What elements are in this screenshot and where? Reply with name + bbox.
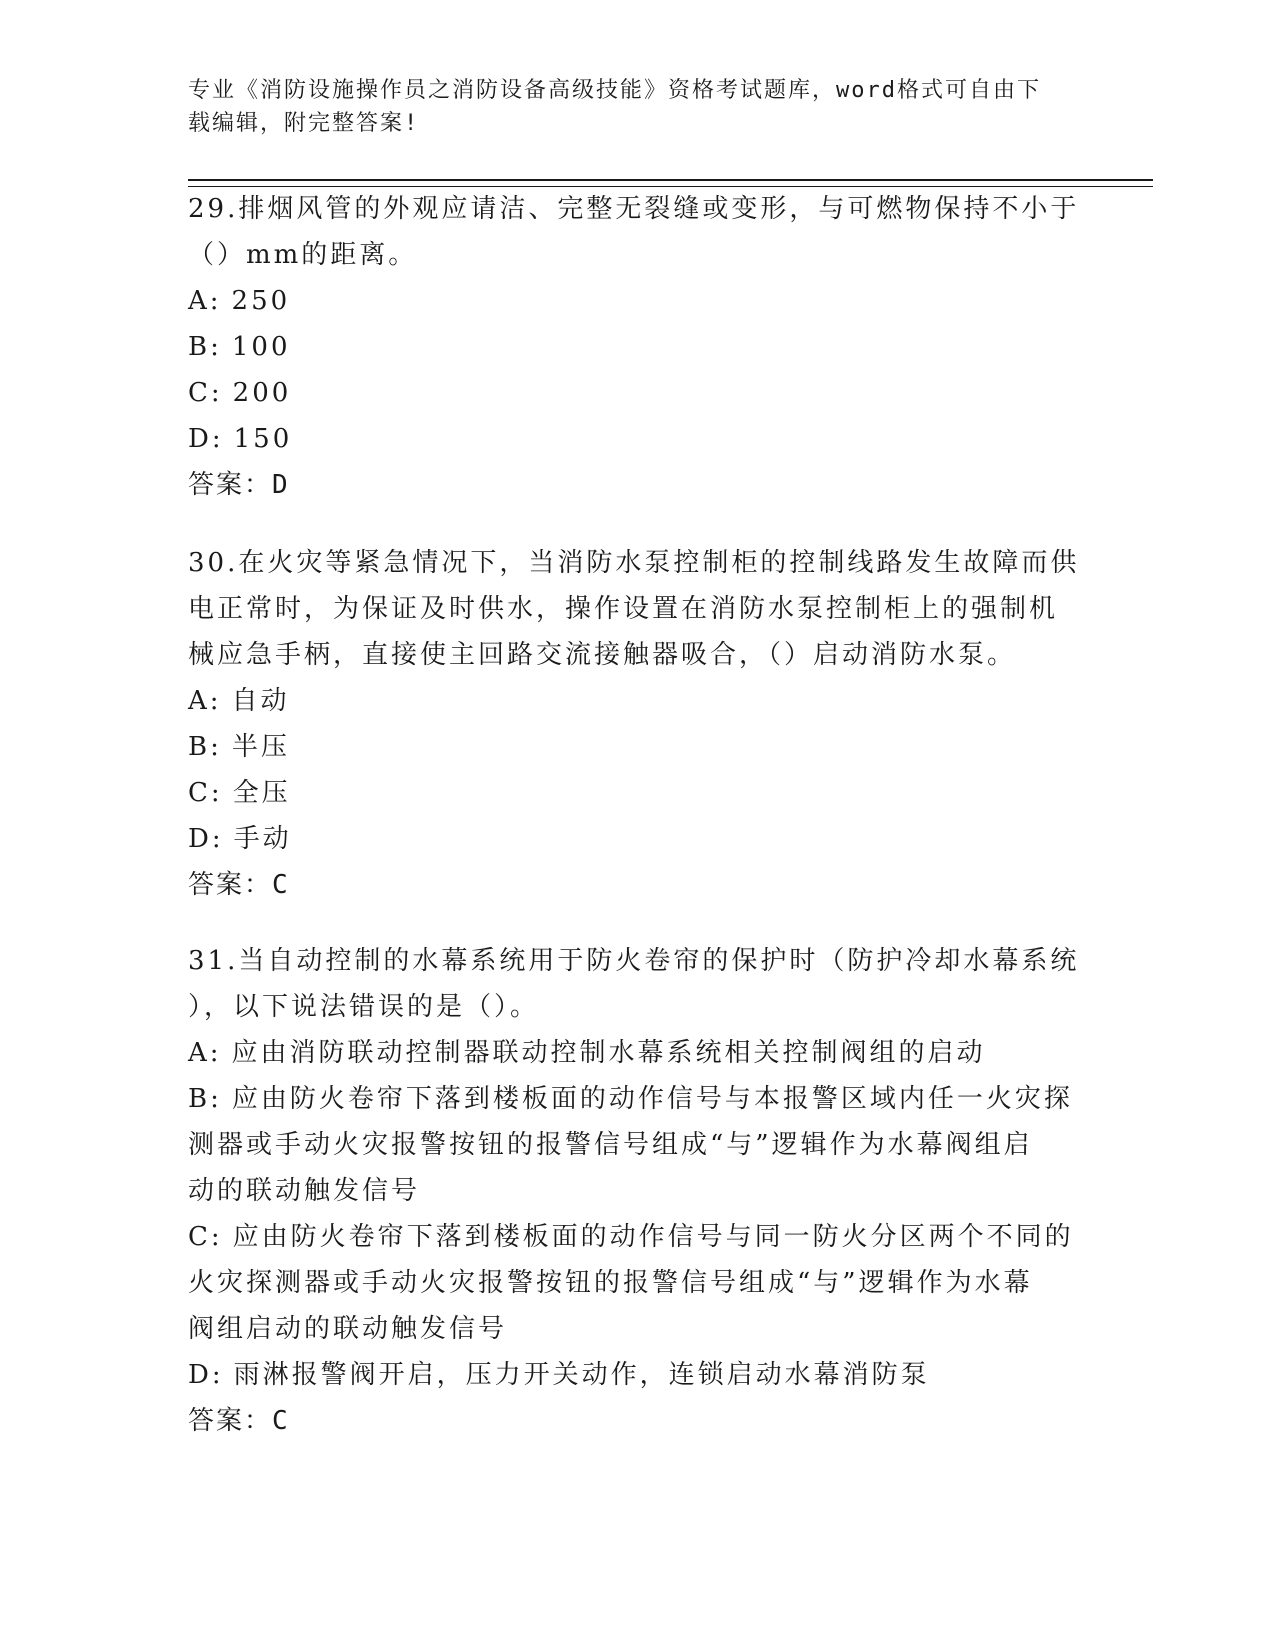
option-label: C: bbox=[188, 778, 223, 808]
option-label: A: bbox=[188, 1038, 222, 1068]
option-text: 全压 bbox=[232, 778, 291, 808]
option-label: B: bbox=[188, 1084, 222, 1114]
option-c-continued: 阀组启动的联动触发信号 bbox=[188, 1314, 508, 1344]
option-b-continued: 动的联动触发信号 bbox=[188, 1176, 421, 1206]
option-c-continued: 火灾探测器或手动火灾报警按钮的报警信号组成“与”逻辑作为水幕 bbox=[188, 1268, 1033, 1298]
option-label: C: bbox=[188, 1222, 223, 1252]
option-label: D: bbox=[188, 1360, 224, 1390]
header-rule-thick bbox=[188, 179, 1153, 181]
option-b-continued: 测器或手动火灾报警按钮的报警信号组成“与”逻辑作为水幕阀组启 bbox=[188, 1130, 1033, 1160]
header-line-2: 载编辑，附完整答案! bbox=[188, 111, 420, 136]
question-30 bbox=[188, 540, 1078, 908]
option-b bbox=[188, 1076, 1078, 1122]
option-text: 150 bbox=[233, 424, 293, 454]
option-c bbox=[188, 770, 1078, 816]
option-c bbox=[188, 1214, 1078, 1260]
question-stem-line: ），以下说法错误的是（）。 bbox=[188, 992, 540, 1022]
option-label: B: bbox=[188, 732, 222, 762]
option-label: B: bbox=[188, 332, 222, 362]
option-text: 半压 bbox=[231, 732, 290, 762]
option-text: 100 bbox=[231, 332, 291, 362]
question-stem-line: （）mm的距离。 bbox=[188, 240, 418, 270]
question-stem-line: 电正常时，为保证及时供水，操作设置在消防水泵控制柜上的强制机 bbox=[188, 594, 1059, 624]
option-a bbox=[188, 278, 1078, 324]
option-b bbox=[188, 724, 1078, 770]
answer-line: 答案：C bbox=[188, 1406, 290, 1436]
document-header bbox=[188, 74, 1068, 140]
option-text: 应由消防联动控制器联动控制水幕系统相关控制阀组的启动 bbox=[231, 1038, 986, 1068]
option-d bbox=[188, 1352, 1078, 1398]
option-text: 雨淋报警阀开启，压力开关动作，连锁启动水幕消防泵 bbox=[233, 1360, 930, 1390]
question-stem-line: 械应急手柄，直接使主回路交流接触器吸合，（）启动消防水泵。 bbox=[188, 640, 1017, 670]
option-label: A: bbox=[188, 686, 222, 716]
option-label: A: bbox=[188, 286, 222, 316]
option-c bbox=[188, 370, 1078, 416]
question-stem-line: 29.排烟风管的外观应请洁、完整无裂缝或变形，与可燃物保持不小于 bbox=[188, 194, 1080, 224]
question-stem-line: 30.在火灾等紧急情况下，当消防水泵控制柜的控制线路发生故障而供 bbox=[188, 548, 1080, 578]
option-d bbox=[188, 416, 1078, 462]
option-d bbox=[188, 816, 1078, 862]
question-29 bbox=[188, 186, 1078, 508]
answer-line: 答案：C bbox=[188, 870, 290, 900]
option-text: 200 bbox=[232, 378, 292, 408]
answer-line: 答案：D bbox=[188, 470, 290, 500]
option-label: D: bbox=[188, 824, 224, 854]
question-31 bbox=[188, 938, 1078, 1444]
header-line-1: 专业《消防设施操作员之消防设备高级技能》资格考试题库，word格式可自由下 bbox=[188, 78, 1041, 103]
option-label: D: bbox=[188, 424, 224, 454]
option-text: 应由防火卷帘下落到楼板面的动作信号与同一防火分区两个不同的 bbox=[232, 1222, 1074, 1252]
option-text: 250 bbox=[231, 286, 291, 316]
option-a bbox=[188, 678, 1078, 724]
option-a bbox=[188, 1030, 1078, 1076]
question-stem-line: 31.当自动控制的水幕系统用于防火卷帘的保护时（防护冷却水幕系统 bbox=[188, 946, 1080, 976]
option-b bbox=[188, 324, 1078, 370]
option-text: 应由防火卷帘下落到楼板面的动作信号与本报警区域内任一火灾探 bbox=[231, 1084, 1073, 1114]
option-text: 手动 bbox=[233, 824, 292, 854]
option-text: 自动 bbox=[231, 686, 290, 716]
option-label: C: bbox=[188, 378, 223, 408]
